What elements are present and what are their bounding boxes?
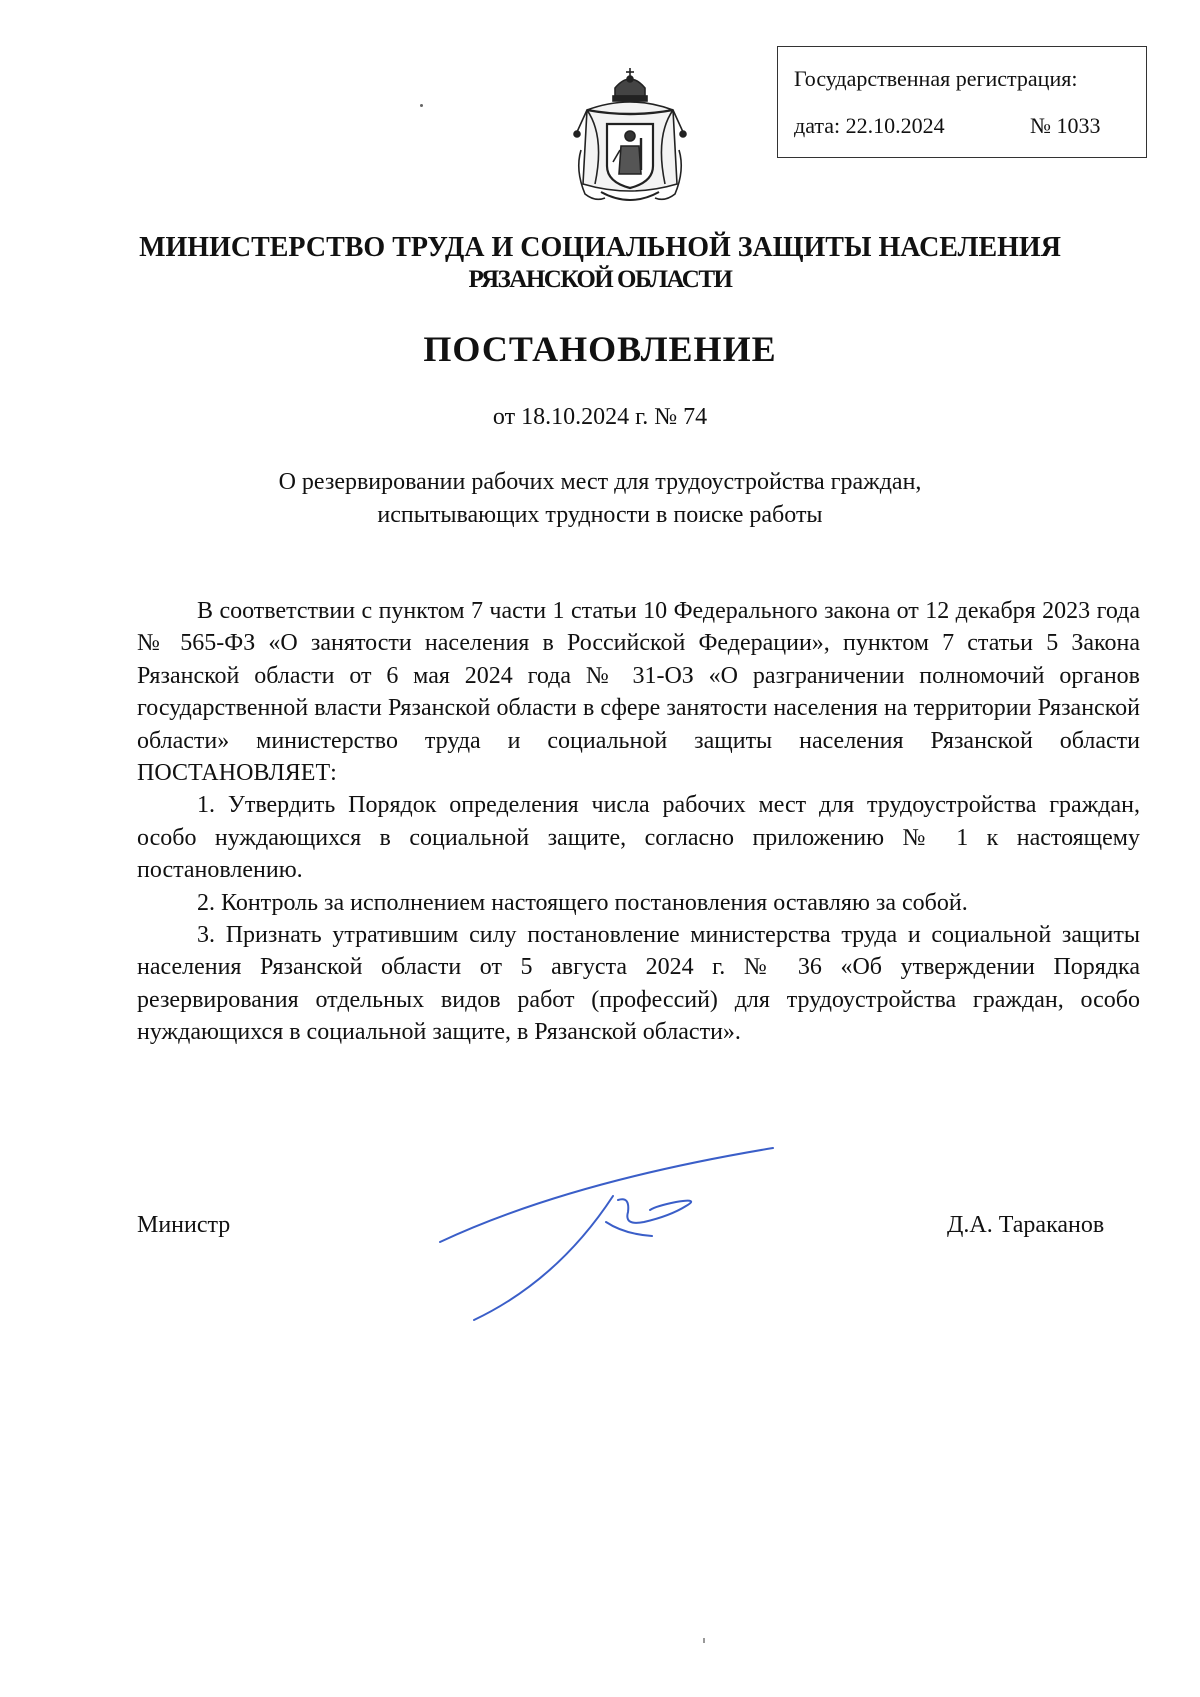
ryazan-coat-of-arms-icon bbox=[565, 66, 695, 212]
decree-preamble: В соответствии с пунктом 7 части 1 статьи 10 Федерального закона от 12 декабря 2023 года № 565-ФЗ «О занятости населения в Российской Федерации», пунктом 7 статьи 5 Закона Рязанской области от 6 мая 2024 года № 31-ОЗ «О разграничении полномочий органов государственной власти Рязанской области в сфере занятости населения на территории Рязанской области» министерство труда и социальной защиты населения Рязанской области ПОСТАНОВЛЯЕТ: bbox=[137, 598, 1140, 787]
registration-title: Государственная регистрация: bbox=[794, 66, 1078, 91]
ministry-header bbox=[0, 232, 1200, 296]
decree-date-number: от 18.10.2024 г. № 74 bbox=[492, 404, 708, 430]
state-registration-box bbox=[777, 46, 1147, 158]
signatory-role: Министр bbox=[137, 1212, 231, 1238]
signatory-name: Д.А. Тараканов bbox=[947, 1212, 1105, 1238]
decree-subject-line2: испытывающих трудности в поиске работы bbox=[377, 502, 823, 528]
decree-item-2: 2. Контроль за исполнением настоящего постановления оставляю за собой. bbox=[197, 889, 968, 916]
decree-subject bbox=[0, 466, 1200, 532]
handwritten-signature bbox=[438, 1130, 778, 1330]
decree-subject-line1: О резервировании рабочих мест для трудоустройства граждан, bbox=[278, 469, 922, 495]
decree-title: ПОСТАНОВЛЕНИЕ bbox=[423, 329, 777, 369]
decree-body bbox=[137, 595, 1140, 1049]
scan-speck bbox=[420, 104, 423, 107]
registration-date: дата: 22.10.2024 bbox=[794, 113, 945, 138]
decree-item-1: 1. Утвердить Порядок определения числа рабочих мест для трудоустройства граждан, особо нуждающихся в социальной защите, согласно приложению № 1 к настоящему постановлению. bbox=[137, 792, 1140, 884]
registration-number: № 1033 bbox=[1030, 113, 1101, 138]
ministry-name-line2: РЯЗАНСКОЙ ОБЛАСТИ bbox=[468, 266, 732, 293]
scan-speck bbox=[703, 1638, 705, 1643]
decree-item-3: 3. Признать утратившим силу постановление министерства труда и социальной защиты населения Рязанской области от 5 августа 2024 г. № 36 «Об утверждении Порядка резервирования отдельных видов работ (профессий) для трудоустройства граждан, особо нуждающихся в социальной защите, в Рязанской области». bbox=[137, 922, 1140, 1046]
ministry-name-line1: МИНИСТЕРСТВО ТРУДА И СОЦИАЛЬНОЙ ЗАЩИТЫ НАСЕЛЕНИЯ bbox=[139, 232, 1061, 263]
